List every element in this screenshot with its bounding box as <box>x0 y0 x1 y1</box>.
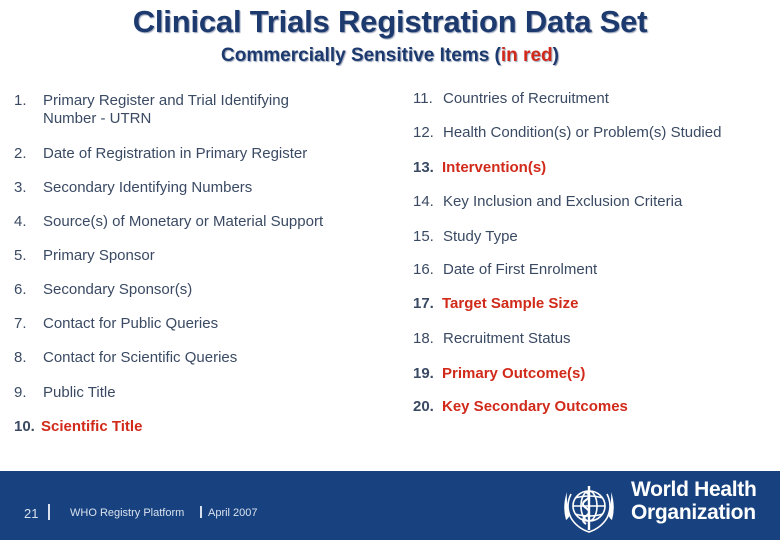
divider <box>200 506 202 518</box>
item-number: 5. <box>14 247 27 264</box>
item-text: Study Type <box>443 228 518 245</box>
item-text: Recruitment Status <box>443 330 571 347</box>
list-item <box>14 179 252 197</box>
date-label: April 2007 <box>208 507 258 519</box>
list-item-sensitive <box>413 398 628 416</box>
item-text: Date of Registration in Primary Register <box>43 145 308 162</box>
item-number: 1. <box>14 92 27 109</box>
item-number: 17. <box>413 295 434 312</box>
list-item <box>14 92 289 128</box>
list-item <box>14 213 323 231</box>
list-item <box>14 281 192 299</box>
item-text: Contact for Scientific Queries <box>43 349 238 366</box>
org-line-2: Organization <box>631 501 756 524</box>
platform-label: WHO Registry Platform <box>70 507 185 519</box>
list-item-sensitive <box>14 418 142 436</box>
item-number: 9. <box>14 384 27 401</box>
list-item <box>14 315 218 333</box>
item-number: 16. <box>413 261 434 278</box>
item-number: 7. <box>14 315 27 332</box>
item-text: Secondary Identifying Numbers <box>43 179 253 196</box>
item-number: 13. <box>413 159 434 176</box>
list-item <box>413 330 571 348</box>
item-number: 11. <box>413 90 433 107</box>
list-item <box>413 261 597 279</box>
subtitle-prefix: Commercially Sensitive Items ( <box>221 45 501 66</box>
item-text: Health Condition(s) or Problem(s) Studied <box>443 124 722 141</box>
item-text: Primary Register and Trial Identifying <box>43 92 289 109</box>
list-item <box>413 124 721 142</box>
item-text: Contact for Public Queries <box>43 315 219 332</box>
page-subtitle <box>0 45 780 67</box>
item-text: Scientific Title <box>41 418 143 435</box>
list-item <box>14 247 155 265</box>
item-text-continued: Number - UTRN <box>43 110 152 127</box>
list-item <box>413 90 609 108</box>
item-number: 15. <box>413 228 434 245</box>
item-number: 2. <box>14 145 27 162</box>
list-item <box>413 228 518 246</box>
item-number: 19. <box>413 365 434 382</box>
org-name <box>631 478 757 524</box>
subtitle-suffix: ) <box>552 45 559 66</box>
page-title: Clinical Trials Registration Data Set <box>132 4 648 39</box>
list-item-sensitive <box>413 365 585 383</box>
who-emblem-icon <box>553 474 625 538</box>
list-item-sensitive <box>413 295 578 313</box>
item-text: Intervention(s) <box>442 159 547 176</box>
item-number: 3. <box>14 179 27 196</box>
item-text: Source(s) of Monetary or Material Support <box>43 213 324 230</box>
item-text: Primary Sponsor <box>43 247 155 264</box>
list-item <box>14 349 237 367</box>
item-text: Target Sample Size <box>442 295 579 312</box>
item-text: Date of First Enrolment <box>443 261 598 278</box>
item-number: 18. <box>413 330 434 347</box>
subtitle-red: in red <box>500 45 553 66</box>
list-item <box>14 384 116 402</box>
item-text: Key Secondary Outcomes <box>442 398 628 415</box>
divider <box>48 504 50 520</box>
page-number: 21 <box>24 506 39 521</box>
list-item <box>14 145 307 163</box>
item-number: 6. <box>14 281 27 298</box>
org-line-1: World Health <box>631 478 757 501</box>
item-text: Secondary Sponsor(s) <box>43 281 193 298</box>
item-text: Primary Outcome(s) <box>442 365 586 382</box>
item-number: 14. <box>413 193 434 210</box>
list-item <box>413 193 682 211</box>
item-text: Public Title <box>43 384 116 401</box>
item-number: 10. <box>14 418 35 435</box>
item-text: Key Inclusion and Exclusion Criteria <box>443 193 683 210</box>
item-number: 8. <box>14 349 27 366</box>
item-number: 12. <box>413 124 434 141</box>
item-text: Countries of Recruitment <box>443 90 609 107</box>
item-number: 4. <box>14 213 27 230</box>
item-number: 20. <box>413 398 434 415</box>
footer-bar <box>0 471 780 540</box>
list-item-sensitive <box>413 159 546 177</box>
